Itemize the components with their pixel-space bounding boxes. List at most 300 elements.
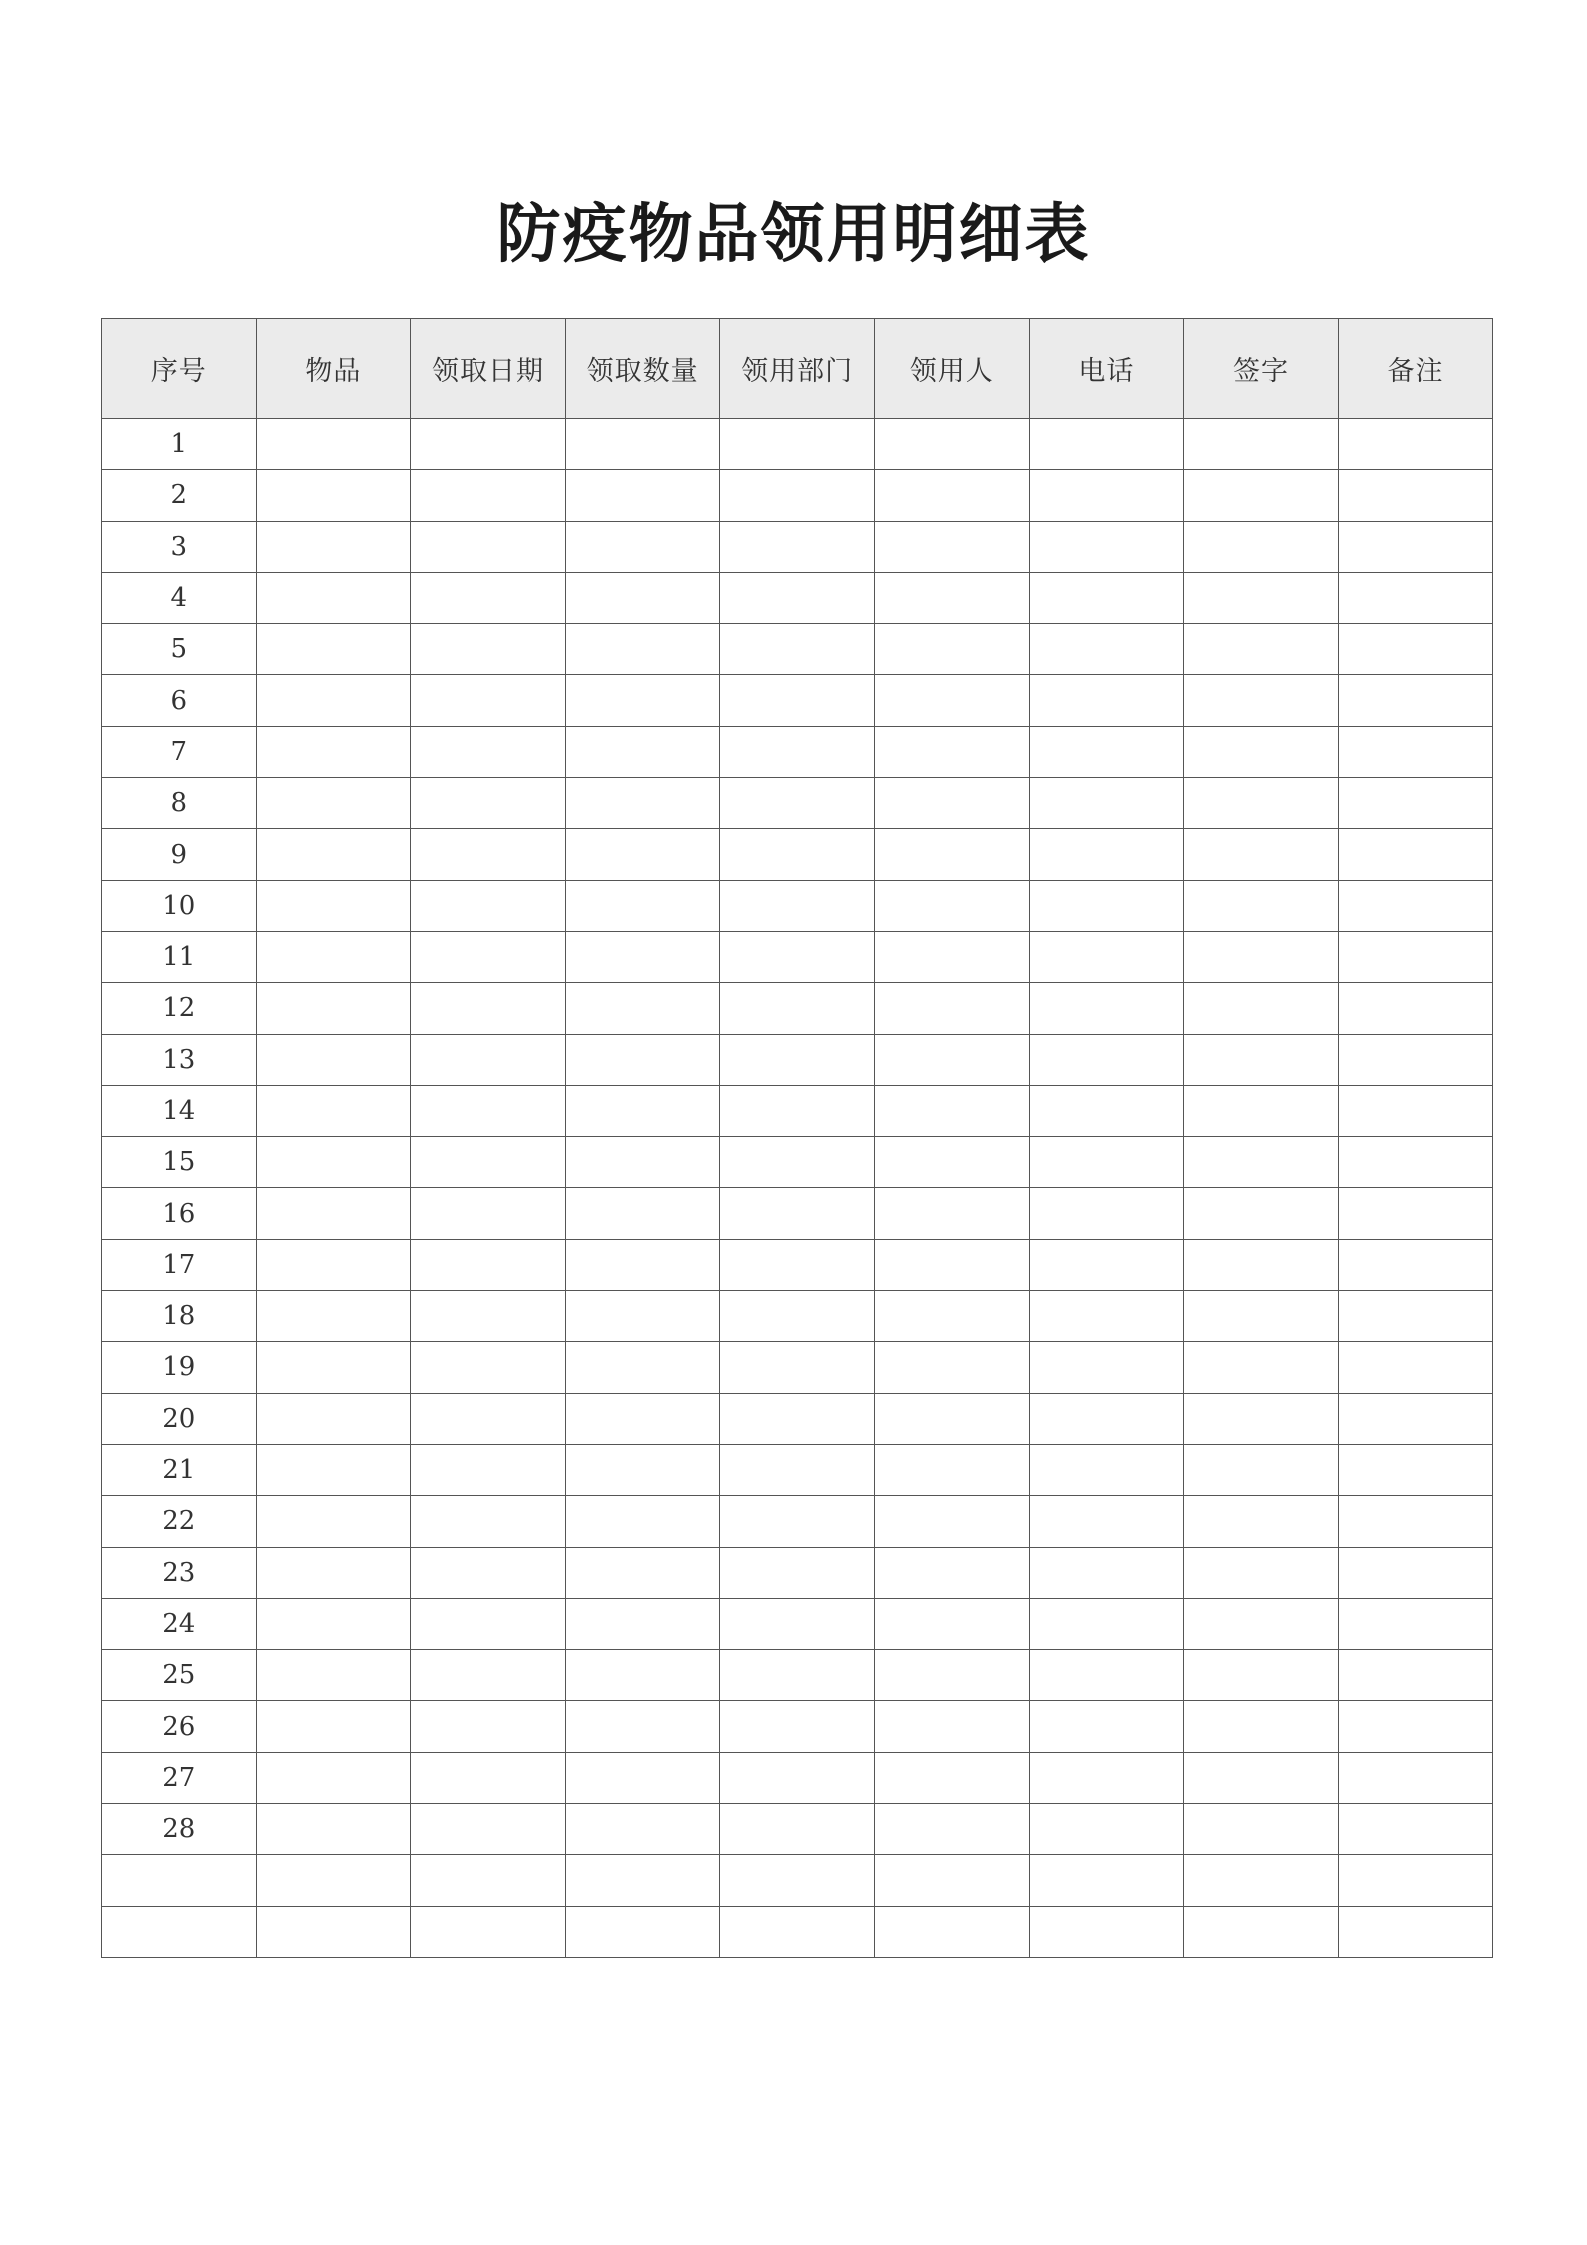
remarks-cell[interactable]: [1338, 726, 1493, 777]
form-title: 防疫物品领用明细表: [496, 197, 1091, 272]
signature-cell[interactable]: [1184, 1085, 1339, 1136]
signature-cell[interactable]: [1184, 1547, 1339, 1598]
department-cell[interactable]: [720, 624, 875, 675]
table-row: [102, 1034, 1493, 1085]
remarks-cell[interactable]: [1338, 778, 1493, 829]
receive-date-cell[interactable]: [411, 1598, 566, 1649]
table-row: [102, 1188, 1493, 1239]
remarks-cell[interactable]: [1338, 675, 1493, 726]
row-number-cell: 6: [102, 675, 257, 726]
receive-quantity-cell[interactable]: [565, 1906, 720, 1957]
table-row: [102, 1804, 1493, 1855]
phone-cell[interactable]: [1029, 1701, 1184, 1752]
table-row: [102, 1855, 1493, 1906]
receive-date-cell[interactable]: [411, 1034, 566, 1085]
signature-cell[interactable]: [1184, 1496, 1339, 1547]
signature-cell[interactable]: [1184, 931, 1339, 982]
header-remarks: 备注: [1338, 319, 1493, 419]
table-row: [102, 1752, 1493, 1803]
receive-date-cell[interactable]: [411, 880, 566, 931]
row-number-cell: 12: [102, 983, 257, 1034]
phone-cell[interactable]: [1029, 470, 1184, 521]
department-cell[interactable]: [720, 1444, 875, 1495]
signature-cell[interactable]: [1184, 880, 1339, 931]
remarks-cell[interactable]: [1338, 1855, 1493, 1906]
table-row: [102, 675, 1493, 726]
row-number-cell: 15: [102, 1137, 257, 1188]
department-cell[interactable]: [720, 1547, 875, 1598]
receive-date-cell[interactable]: [411, 572, 566, 623]
receive-date-cell[interactable]: [411, 726, 566, 777]
receive-quantity-cell[interactable]: [565, 1547, 720, 1598]
row-number-cell: 3: [102, 521, 257, 572]
department-cell[interactable]: [720, 1650, 875, 1701]
receive-quantity-cell[interactable]: [565, 1752, 720, 1803]
item-cell[interactable]: [256, 778, 411, 829]
signature-cell[interactable]: [1184, 829, 1339, 880]
receive-quantity-cell[interactable]: [565, 1598, 720, 1649]
department-cell[interactable]: [720, 1085, 875, 1136]
item-cell[interactable]: [256, 624, 411, 675]
remarks-cell[interactable]: [1338, 1547, 1493, 1598]
signature-cell[interactable]: [1184, 1855, 1339, 1906]
receive-date-cell[interactable]: [411, 1855, 566, 1906]
department-cell[interactable]: [720, 1804, 875, 1855]
table-row: [102, 1239, 1493, 1290]
remarks-cell[interactable]: [1338, 1342, 1493, 1393]
item-cell[interactable]: [256, 1239, 411, 1290]
department-cell[interactable]: [720, 829, 875, 880]
signature-cell[interactable]: [1184, 521, 1339, 572]
receive-quantity-cell[interactable]: [565, 1855, 720, 1906]
remarks-cell[interactable]: [1338, 1906, 1493, 1957]
department-cell[interactable]: [720, 1137, 875, 1188]
receive-quantity-cell[interactable]: [565, 521, 720, 572]
signature-cell[interactable]: [1184, 1393, 1339, 1444]
phone-cell[interactable]: [1029, 1496, 1184, 1547]
row-number-cell: 27: [102, 1752, 257, 1803]
department-cell[interactable]: [720, 931, 875, 982]
header-receive-quantity: 领取数量: [565, 319, 720, 419]
phone-cell[interactable]: [1029, 572, 1184, 623]
recipient-cell[interactable]: [874, 1444, 1029, 1495]
remarks-cell[interactable]: [1338, 1034, 1493, 1085]
row-number-cell: 26: [102, 1701, 257, 1752]
phone-cell[interactable]: [1029, 1239, 1184, 1290]
phone-cell[interactable]: [1029, 1188, 1184, 1239]
recipient-cell[interactable]: [874, 931, 1029, 982]
remarks-cell[interactable]: [1338, 1650, 1493, 1701]
item-cell[interactable]: [256, 829, 411, 880]
item-cell[interactable]: [256, 726, 411, 777]
table-row: [102, 1291, 1493, 1342]
signature-cell[interactable]: [1184, 1650, 1339, 1701]
phone-cell[interactable]: [1029, 1752, 1184, 1803]
row-number-cell: 13: [102, 1034, 257, 1085]
receive-date-cell[interactable]: [411, 419, 566, 470]
recipient-cell[interactable]: [874, 1650, 1029, 1701]
recipient-cell[interactable]: [874, 880, 1029, 931]
remarks-cell[interactable]: [1338, 1701, 1493, 1752]
receive-quantity-cell[interactable]: [565, 1085, 720, 1136]
recipient-cell[interactable]: [874, 470, 1029, 521]
phone-cell[interactable]: [1029, 1650, 1184, 1701]
receive-quantity-cell[interactable]: [565, 983, 720, 1034]
remarks-cell[interactable]: [1338, 1239, 1493, 1290]
signature-cell[interactable]: [1184, 778, 1339, 829]
department-cell[interactable]: [720, 1701, 875, 1752]
receive-quantity-cell[interactable]: [565, 675, 720, 726]
remarks-cell[interactable]: [1338, 1137, 1493, 1188]
receive-quantity-cell[interactable]: [565, 419, 720, 470]
receive-date-cell[interactable]: [411, 1085, 566, 1136]
item-cell[interactable]: [256, 1701, 411, 1752]
receive-date-cell[interactable]: [411, 1804, 566, 1855]
phone-cell[interactable]: [1029, 983, 1184, 1034]
department-cell[interactable]: [720, 983, 875, 1034]
requisition-table: [101, 318, 1493, 1958]
recipient-cell[interactable]: [874, 572, 1029, 623]
item-cell[interactable]: [256, 1034, 411, 1085]
receive-date-cell[interactable]: [411, 470, 566, 521]
receive-quantity-cell[interactable]: [565, 778, 720, 829]
receive-date-cell[interactable]: [411, 1444, 566, 1495]
receive-date-cell[interactable]: [411, 983, 566, 1034]
recipient-cell[interactable]: [874, 1598, 1029, 1649]
phone-cell[interactable]: [1029, 1598, 1184, 1649]
item-cell[interactable]: [256, 1650, 411, 1701]
signature-cell[interactable]: [1184, 572, 1339, 623]
recipient-cell[interactable]: [874, 1701, 1029, 1752]
signature-cell[interactable]: [1184, 419, 1339, 470]
recipient-cell[interactable]: [874, 419, 1029, 470]
item-cell[interactable]: [256, 1393, 411, 1444]
receive-quantity-cell[interactable]: [565, 1393, 720, 1444]
row-number-cell: 11: [102, 931, 257, 982]
receive-quantity-cell[interactable]: [565, 1650, 720, 1701]
remarks-cell[interactable]: [1338, 1188, 1493, 1239]
row-number-cell: 24: [102, 1598, 257, 1649]
recipient-cell[interactable]: [874, 983, 1029, 1034]
remarks-cell[interactable]: [1338, 521, 1493, 572]
header-serial-number: 序号: [102, 319, 257, 419]
department-cell[interactable]: [720, 880, 875, 931]
remarks-cell[interactable]: [1338, 1444, 1493, 1495]
department-cell[interactable]: [720, 778, 875, 829]
row-number-cell: 5: [102, 624, 257, 675]
department-cell[interactable]: [720, 1239, 875, 1290]
receive-date-cell[interactable]: [411, 1906, 566, 1957]
recipient-cell[interactable]: [874, 1239, 1029, 1290]
receive-quantity-cell[interactable]: [565, 1701, 720, 1752]
signature-cell[interactable]: [1184, 1598, 1339, 1649]
phone-cell[interactable]: [1029, 931, 1184, 982]
remarks-cell[interactable]: [1338, 1291, 1493, 1342]
signature-cell[interactable]: [1184, 1137, 1339, 1188]
remarks-cell[interactable]: [1338, 1752, 1493, 1803]
phone-cell[interactable]: [1029, 880, 1184, 931]
row-number-cell: 16: [102, 1188, 257, 1239]
row-number-cell: 18: [102, 1291, 257, 1342]
item-cell[interactable]: [256, 675, 411, 726]
item-cell[interactable]: [256, 572, 411, 623]
receive-date-cell[interactable]: [411, 1650, 566, 1701]
signature-cell[interactable]: [1184, 624, 1339, 675]
phone-cell[interactable]: [1029, 1547, 1184, 1598]
signature-cell[interactable]: [1184, 1342, 1339, 1393]
remarks-cell[interactable]: [1338, 470, 1493, 521]
phone-cell[interactable]: [1029, 1855, 1184, 1906]
receive-date-cell[interactable]: [411, 829, 566, 880]
item-cell[interactable]: [256, 1804, 411, 1855]
phone-cell[interactable]: [1029, 1444, 1184, 1495]
receive-quantity-cell[interactable]: [565, 624, 720, 675]
receive-date-cell[interactable]: [411, 1137, 566, 1188]
signature-cell[interactable]: [1184, 1906, 1339, 1957]
recipient-cell[interactable]: [874, 1855, 1029, 1906]
receive-date-cell[interactable]: [411, 1547, 566, 1598]
recipient-cell[interactable]: [874, 1291, 1029, 1342]
phone-cell[interactable]: [1029, 1085, 1184, 1136]
recipient-cell[interactable]: [874, 726, 1029, 777]
remarks-cell[interactable]: [1338, 624, 1493, 675]
phone-cell[interactable]: [1029, 624, 1184, 675]
row-number-cell: 20: [102, 1393, 257, 1444]
recipient-cell[interactable]: [874, 1137, 1029, 1188]
row-number-cell: 4: [102, 572, 257, 623]
remarks-cell[interactable]: [1338, 931, 1493, 982]
phone-cell[interactable]: [1029, 1906, 1184, 1957]
signature-cell[interactable]: [1184, 1239, 1339, 1290]
receive-date-cell[interactable]: [411, 521, 566, 572]
table-row: [102, 931, 1493, 982]
item-cell[interactable]: [256, 470, 411, 521]
receive-date-cell[interactable]: [411, 778, 566, 829]
table-row: [102, 470, 1493, 521]
recipient-cell[interactable]: [874, 1342, 1029, 1393]
phone-cell[interactable]: [1029, 1342, 1184, 1393]
recipient-cell[interactable]: [874, 1752, 1029, 1803]
table-row: [102, 778, 1493, 829]
recipient-cell[interactable]: [874, 1393, 1029, 1444]
item-cell[interactable]: [256, 1496, 411, 1547]
table-row: [102, 1393, 1493, 1444]
header-item: 物品: [256, 319, 411, 419]
receive-date-cell[interactable]: [411, 1188, 566, 1239]
department-cell[interactable]: [720, 470, 875, 521]
signature-cell[interactable]: [1184, 1752, 1339, 1803]
recipient-cell[interactable]: [874, 829, 1029, 880]
phone-cell[interactable]: [1029, 1034, 1184, 1085]
department-cell[interactable]: [720, 1342, 875, 1393]
receive-date-cell[interactable]: [411, 1701, 566, 1752]
receive-date-cell[interactable]: [411, 1752, 566, 1803]
phone-cell[interactable]: [1029, 778, 1184, 829]
item-cell[interactable]: [256, 1855, 411, 1906]
recipient-cell[interactable]: [874, 1085, 1029, 1136]
recipient-cell[interactable]: [874, 1034, 1029, 1085]
receive-quantity-cell[interactable]: [565, 1137, 720, 1188]
receive-quantity-cell[interactable]: [565, 1804, 720, 1855]
receive-quantity-cell[interactable]: [565, 572, 720, 623]
table-row: [102, 572, 1493, 623]
header-recipient: 领用人: [874, 319, 1029, 419]
department-cell[interactable]: [720, 1393, 875, 1444]
department-cell[interactable]: [720, 1291, 875, 1342]
row-number-cell: 10: [102, 880, 257, 931]
department-cell[interactable]: [720, 521, 875, 572]
row-number-cell: 2: [102, 470, 257, 521]
table-row: [102, 1496, 1493, 1547]
department-cell[interactable]: [720, 1188, 875, 1239]
receive-quantity-cell[interactable]: [565, 1342, 720, 1393]
remarks-cell[interactable]: [1338, 419, 1493, 470]
phone-cell[interactable]: [1029, 1137, 1184, 1188]
recipient-cell[interactable]: [874, 675, 1029, 726]
recipient-cell[interactable]: [874, 1547, 1029, 1598]
receive-date-cell[interactable]: [411, 1291, 566, 1342]
header-department: 领用部门: [720, 319, 875, 419]
remarks-cell[interactable]: [1338, 880, 1493, 931]
table-row: [102, 1650, 1493, 1701]
phone-cell[interactable]: [1029, 675, 1184, 726]
department-cell[interactable]: [720, 1034, 875, 1085]
item-cell[interactable]: [256, 1444, 411, 1495]
row-number-cell: 23: [102, 1547, 257, 1598]
recipient-cell[interactable]: [874, 624, 1029, 675]
table-row: [102, 1085, 1493, 1136]
phone-cell[interactable]: [1029, 521, 1184, 572]
table-row: [102, 1547, 1493, 1598]
receive-date-cell[interactable]: [411, 624, 566, 675]
signature-cell[interactable]: [1184, 675, 1339, 726]
phone-cell[interactable]: [1029, 829, 1184, 880]
row-number-cell: 21: [102, 1444, 257, 1495]
row-number-cell: 19: [102, 1342, 257, 1393]
receive-date-cell[interactable]: [411, 675, 566, 726]
department-cell[interactable]: [720, 675, 875, 726]
row-number-cell: 9: [102, 829, 257, 880]
item-cell[interactable]: [256, 931, 411, 982]
item-cell[interactable]: [256, 1906, 411, 1957]
row-number-cell: 22: [102, 1496, 257, 1547]
signature-cell[interactable]: [1184, 1188, 1339, 1239]
receive-date-cell[interactable]: [411, 1342, 566, 1393]
recipient-cell[interactable]: [874, 521, 1029, 572]
department-cell[interactable]: [720, 1598, 875, 1649]
signature-cell[interactable]: [1184, 1444, 1339, 1495]
phone-cell[interactable]: [1029, 1393, 1184, 1444]
receive-quantity-cell[interactable]: [565, 1496, 720, 1547]
table-body: [102, 419, 1493, 1958]
department-cell[interactable]: [720, 1496, 875, 1547]
receive-date-cell[interactable]: [411, 1393, 566, 1444]
row-number-cell: 1: [102, 419, 257, 470]
item-cell[interactable]: [256, 1137, 411, 1188]
signature-cell[interactable]: [1184, 726, 1339, 777]
item-cell[interactable]: [256, 1085, 411, 1136]
recipient-cell[interactable]: [874, 1496, 1029, 1547]
remarks-cell[interactable]: [1338, 1085, 1493, 1136]
signature-cell[interactable]: [1184, 1804, 1339, 1855]
remarks-cell[interactable]: [1338, 1598, 1493, 1649]
phone-cell[interactable]: [1029, 1291, 1184, 1342]
table-row: [102, 1701, 1493, 1752]
item-cell[interactable]: [256, 880, 411, 931]
department-cell[interactable]: [720, 726, 875, 777]
item-cell[interactable]: [256, 1598, 411, 1649]
remarks-cell[interactable]: [1338, 829, 1493, 880]
item-cell[interactable]: [256, 521, 411, 572]
receive-quantity-cell[interactable]: [565, 1034, 720, 1085]
table-row: [102, 521, 1493, 572]
receive-quantity-cell[interactable]: [565, 1291, 720, 1342]
department-cell[interactable]: [720, 572, 875, 623]
receive-quantity-cell[interactable]: [565, 931, 720, 982]
header-row: [102, 319, 1493, 419]
item-cell[interactable]: [256, 1291, 411, 1342]
signature-cell[interactable]: [1184, 1291, 1339, 1342]
remarks-cell[interactable]: [1338, 983, 1493, 1034]
receive-quantity-cell[interactable]: [565, 829, 720, 880]
row-number-cell: 14: [102, 1085, 257, 1136]
row-number-cell: 28: [102, 1804, 257, 1855]
remarks-cell[interactable]: [1338, 1393, 1493, 1444]
receive-quantity-cell[interactable]: [565, 880, 720, 931]
table-row: [102, 1906, 1493, 1957]
receive-quantity-cell[interactable]: [565, 1444, 720, 1495]
phone-cell[interactable]: [1029, 726, 1184, 777]
signature-cell[interactable]: [1184, 1701, 1339, 1752]
receive-quantity-cell[interactable]: [565, 470, 720, 521]
item-cell[interactable]: [256, 1752, 411, 1803]
item-cell[interactable]: [256, 1342, 411, 1393]
item-cell[interactable]: [256, 1547, 411, 1598]
recipient-cell[interactable]: [874, 1188, 1029, 1239]
row-number-cell: [102, 1906, 257, 1957]
remarks-cell[interactable]: [1338, 1804, 1493, 1855]
receive-quantity-cell[interactable]: [565, 1188, 720, 1239]
remarks-cell[interactable]: [1338, 572, 1493, 623]
table-row: [102, 624, 1493, 675]
receive-date-cell[interactable]: [411, 931, 566, 982]
table-row: [102, 1444, 1493, 1495]
signature-cell[interactable]: [1184, 983, 1339, 1034]
department-cell[interactable]: [720, 419, 875, 470]
phone-cell[interactable]: [1029, 419, 1184, 470]
recipient-cell[interactable]: [874, 778, 1029, 829]
item-cell[interactable]: [256, 419, 411, 470]
item-cell[interactable]: [256, 1188, 411, 1239]
recipient-cell[interactable]: [874, 1804, 1029, 1855]
receive-quantity-cell[interactable]: [565, 1239, 720, 1290]
department-cell[interactable]: [720, 1752, 875, 1803]
department-cell[interactable]: [720, 1855, 875, 1906]
header-receive-date: 领取日期: [411, 319, 566, 419]
signature-cell[interactable]: [1184, 470, 1339, 521]
phone-cell[interactable]: [1029, 1804, 1184, 1855]
recipient-cell[interactable]: [874, 1906, 1029, 1957]
receive-date-cell[interactable]: [411, 1496, 566, 1547]
department-cell[interactable]: [720, 1906, 875, 1957]
signature-cell[interactable]: [1184, 1034, 1339, 1085]
receive-quantity-cell[interactable]: [565, 726, 720, 777]
remarks-cell[interactable]: [1338, 1496, 1493, 1547]
receive-date-cell[interactable]: [411, 1239, 566, 1290]
table-row: [102, 880, 1493, 931]
table-row: [102, 983, 1493, 1034]
item-cell[interactable]: [256, 983, 411, 1034]
